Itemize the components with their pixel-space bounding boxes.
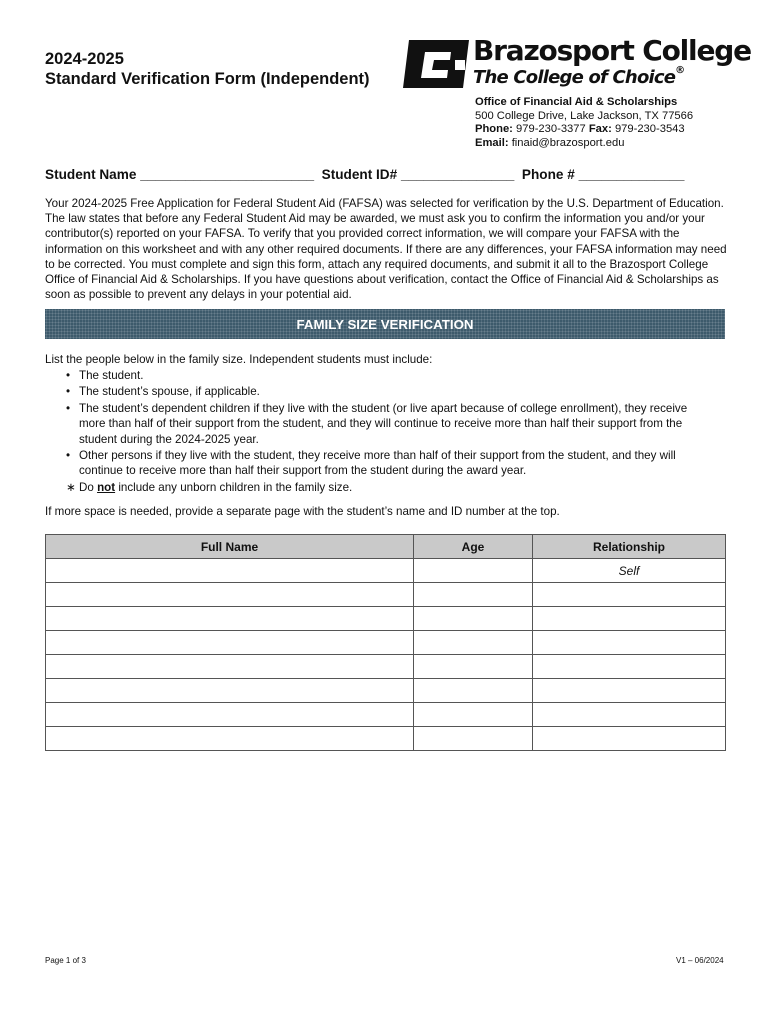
college-logo-mark-icon	[403, 38, 471, 90]
office-address: 500 College Drive, Lake Jackson, TX 77566	[475, 109, 694, 122]
version-label: V1 – 06/2024	[676, 956, 724, 965]
college-logo	[403, 34, 751, 96]
full-name-cell[interactable]	[46, 583, 414, 607]
full-name-cell[interactable]	[46, 631, 414, 655]
age-cell[interactable]	[414, 583, 533, 607]
relationship-cell[interactable]	[533, 583, 726, 607]
table-row	[46, 559, 726, 583]
page-number: Page 1 of 3	[45, 956, 86, 965]
more-space-note: If more space is needed, provide a separate page with the student’s name and ID number at the top.	[45, 505, 560, 518]
family-size-list	[66, 368, 716, 495]
full-name-cell[interactable]	[46, 679, 414, 703]
relationship-cell[interactable]	[533, 631, 726, 655]
office-email[interactable]: finaid@brazosport.edu	[511, 136, 625, 149]
table-row	[46, 583, 726, 607]
table-row	[46, 679, 726, 703]
age-cell[interactable]	[414, 631, 533, 655]
full-name-cell[interactable]	[46, 727, 414, 751]
list-item: • The student.	[66, 369, 144, 382]
section-banner	[45, 309, 725, 339]
student-id-label: Student ID#	[321, 167, 398, 182]
table-header-row	[46, 535, 726, 559]
student-id-field[interactable]: _______________	[400, 167, 515, 182]
table-row	[46, 727, 726, 751]
relationship-cell[interactable]	[533, 727, 726, 751]
table-row	[46, 703, 726, 727]
age-cell[interactable]	[414, 655, 533, 679]
header-full-name: Full Name	[46, 535, 414, 559]
header-relationship: Relationship	[533, 535, 726, 559]
relationship-cell[interactable]	[533, 655, 726, 679]
full-name-cell[interactable]	[46, 607, 414, 631]
form-title-block	[45, 49, 370, 89]
unborn-note: ∗ Do not include any unborn children in the family size.	[66, 480, 353, 494]
student-info-line	[45, 167, 684, 182]
section-title: FAMILY SIZE VERIFICATION	[296, 316, 474, 332]
family-size-table	[45, 534, 726, 751]
office-phone: 979-230-3377	[516, 123, 586, 135]
list-item: • The student’s spouse, if applicable.	[66, 385, 260, 399]
relationship-cell[interactable]	[533, 679, 726, 703]
relationship-cell[interactable]	[533, 703, 726, 727]
note-emphasis: not	[97, 480, 116, 494]
office-phone-line: Phone: 979-230-3377 Fax: 979-230-3543	[475, 123, 685, 135]
header-age: Age	[414, 535, 533, 559]
table-row	[46, 631, 726, 655]
registered-mark: ®	[675, 65, 685, 76]
list-item: • The student’s dependent children if they live with the student (or live apart because of college enrollment), they receive more than half of their support from the student, and they will continue to receive more than half their support from the student during the 2024-2025 year.	[66, 401, 688, 446]
office-email-line: Email: finaid@brazosport.edu	[475, 136, 625, 149]
student-name-label: Student Name	[45, 167, 137, 182]
phone-label: Phone #	[521, 167, 575, 182]
age-cell[interactable]	[414, 703, 533, 727]
relationship-cell[interactable]: Self	[533, 559, 726, 583]
form-title: Standard Verification Form (Independent)	[45, 70, 370, 88]
office-contact	[475, 96, 693, 150]
age-cell[interactable]	[414, 559, 533, 583]
office-name: Office of Financial Aid & Scholarships	[475, 96, 678, 108]
form-year: 2024-2025	[45, 50, 124, 68]
college-name: Brazosport College	[473, 34, 751, 67]
full-name-cell[interactable]	[46, 559, 414, 583]
full-name-cell[interactable]	[46, 655, 414, 679]
table-row	[46, 607, 726, 631]
full-name-cell[interactable]	[46, 703, 414, 727]
age-cell[interactable]	[414, 607, 533, 631]
college-tagline: The College of Choice®	[473, 65, 685, 88]
age-cell[interactable]	[414, 727, 533, 751]
family-size-intro: List the people below in the family size. Independent students must include:	[45, 353, 433, 366]
relationship-cell[interactable]	[533, 607, 726, 631]
office-fax: 979-230-3543	[614, 123, 685, 135]
age-cell[interactable]	[414, 679, 533, 703]
list-item: • Other persons if they live with the student, they receive more than half of their support from the student, and they will continue to receive more than half their support from the student during the award year.	[66, 449, 676, 478]
table-row	[46, 655, 726, 679]
student-name-field[interactable]: _______________________	[140, 167, 315, 182]
intro-paragraph: Your 2024-2025 Free Application for Federal Student Aid (FAFSA) was selected for verification by the U.S. Department of Education. The law states that before any Federal Student Aid may be awarded, we must ask you to confirm the information you and/or your contributor(s) reported on your FAFSA. To verify that you provided correct information, we will compare your FAFSA with the information on this worksheet and with any other required documents. If there are any differences, your FAFSA information may need to be corrected. You must complete and sign this form, attach any required documents, and submit it all to the Brazosport College Office of Financial Aid & Scholarships. If you have questions about verification, contact the Office of Financial Aid & Scholarships as soon as possible to prevent any delays in your potential aid.	[45, 197, 727, 302]
phone-field[interactable]: ______________	[578, 167, 685, 182]
